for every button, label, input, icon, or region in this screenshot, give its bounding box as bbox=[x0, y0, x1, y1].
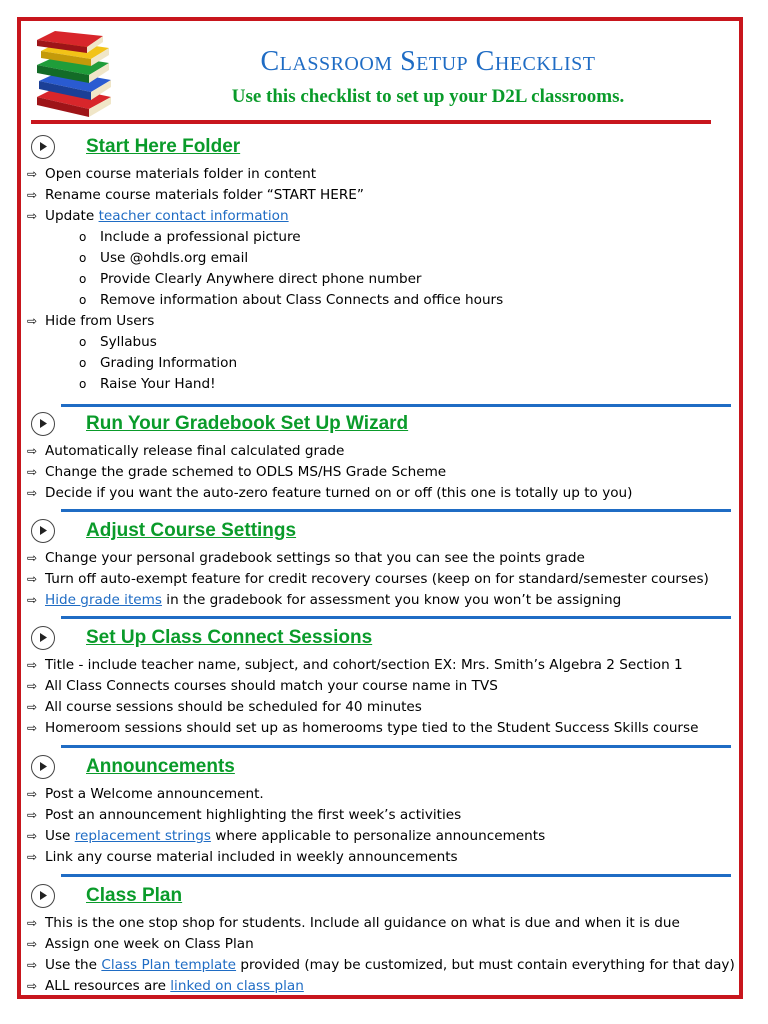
circle-bullet-icon: o bbox=[79, 272, 87, 286]
header-divider bbox=[31, 120, 711, 124]
subitem-text: Grading Information bbox=[100, 355, 238, 371]
item-text: Assign one week on Class Plan bbox=[45, 936, 254, 952]
checklist-items bbox=[27, 164, 727, 395]
item-text: Open course materials folder in content bbox=[45, 166, 317, 182]
section-heading: Adjust Course Settings bbox=[86, 520, 297, 541]
arrow-right-icon: ⇨ bbox=[27, 314, 38, 328]
arrow-right-icon: ⇨ bbox=[27, 958, 38, 972]
arrow-right-icon: ⇨ bbox=[27, 444, 38, 458]
checklist-item bbox=[27, 976, 727, 997]
item-text: Change your personal gradebook settings so that you can see the points grade bbox=[45, 550, 585, 566]
section-5 bbox=[27, 754, 727, 868]
section-header bbox=[27, 625, 727, 655]
item-text: Use the bbox=[45, 957, 102, 973]
books-stack-icon bbox=[31, 31, 117, 121]
checklist-subitem bbox=[27, 353, 727, 374]
section-2 bbox=[27, 411, 727, 504]
checklist-item bbox=[27, 206, 727, 227]
section-heading: Class Plan bbox=[86, 885, 183, 906]
arrow-right-icon: ⇨ bbox=[27, 551, 38, 565]
play-circle-icon bbox=[31, 755, 55, 779]
checklist-subitem bbox=[27, 374, 727, 395]
subitem-text: Provide Clearly Anywhere direct phone number bbox=[100, 271, 422, 287]
section-divider bbox=[61, 745, 731, 748]
item-link[interactable]: Class Plan template bbox=[101, 957, 237, 973]
checklist-item bbox=[27, 483, 727, 504]
item-text: where applicable to personalize announcements bbox=[210, 828, 546, 844]
item-text: Post a Welcome announcement. bbox=[45, 786, 264, 802]
section-header bbox=[27, 883, 727, 913]
arrow-right-icon: ⇨ bbox=[27, 658, 38, 672]
arrow-right-icon: ⇨ bbox=[27, 209, 38, 223]
subitem-text: Include a professional picture bbox=[100, 229, 301, 245]
item-link[interactable]: replacement strings bbox=[74, 828, 211, 844]
item-text: Turn off auto-exempt feature for credit recovery courses (keep on for standard/semester courses) bbox=[45, 571, 709, 587]
arrow-right-icon: ⇨ bbox=[27, 787, 38, 801]
item-text: Update bbox=[45, 208, 99, 224]
section-1 bbox=[27, 134, 727, 395]
circle-bullet-icon: o bbox=[79, 230, 87, 244]
circle-bullet-icon: o bbox=[79, 251, 87, 265]
section-divider bbox=[61, 874, 731, 877]
circle-bullet-icon: o bbox=[79, 335, 87, 349]
section-heading: Start Here Folder bbox=[86, 136, 241, 157]
checklist-item bbox=[27, 784, 727, 805]
item-text: in the gradebook for assessment you know you won’t be assigning bbox=[161, 592, 622, 608]
checklist-item bbox=[27, 441, 727, 462]
item-link[interactable]: teacher contact information bbox=[98, 208, 289, 224]
subitem-text: Use @ohdls.org email bbox=[100, 250, 249, 266]
arrow-right-icon: ⇨ bbox=[27, 167, 38, 181]
section-4 bbox=[27, 625, 727, 739]
item-text: Rename course materials folder “START HERE” bbox=[45, 187, 364, 203]
section-header bbox=[27, 518, 727, 548]
checklist-item bbox=[27, 826, 727, 847]
item-text: All course sessions should be scheduled for 40 minutes bbox=[45, 699, 422, 715]
checklist-items bbox=[27, 548, 727, 611]
checklist-items bbox=[27, 913, 735, 997]
checklist-item bbox=[27, 805, 727, 826]
checklist-item bbox=[27, 311, 727, 332]
checklist-subitem bbox=[27, 269, 727, 290]
arrow-right-icon: ⇨ bbox=[27, 808, 38, 822]
play-circle-icon bbox=[31, 626, 55, 650]
item-link[interactable]: linked on class plan bbox=[170, 978, 304, 994]
checklist-items bbox=[27, 784, 727, 868]
section-3 bbox=[27, 518, 727, 611]
arrow-right-icon: ⇨ bbox=[27, 700, 38, 714]
section-divider bbox=[61, 404, 731, 407]
checklist-item bbox=[27, 697, 727, 718]
circle-bullet-icon: o bbox=[79, 293, 87, 307]
checklist-subitem bbox=[27, 248, 727, 269]
arrow-right-icon: ⇨ bbox=[27, 486, 38, 500]
item-link[interactable]: Hide grade items bbox=[45, 592, 162, 608]
checklist-item bbox=[27, 847, 727, 868]
arrow-right-icon: ⇨ bbox=[27, 721, 38, 735]
item-text: Link any course material included in weekly announcements bbox=[45, 849, 458, 865]
checklist-item bbox=[27, 913, 727, 934]
item-text: Homeroom sessions should set up as homerooms type tied to the Student Success Skills course bbox=[45, 720, 699, 736]
checklist-item bbox=[27, 548, 727, 569]
play-circle-icon bbox=[31, 884, 55, 908]
section-heading: Run Your Gradebook Set Up Wizard bbox=[86, 413, 409, 434]
subitem-text: Raise Your Hand! bbox=[100, 376, 216, 392]
item-text: Post an announcement highlighting the first week’s activities bbox=[45, 807, 462, 823]
circle-bullet-icon: o bbox=[79, 377, 87, 391]
arrow-right-icon: ⇨ bbox=[27, 572, 38, 586]
checklist-item bbox=[27, 655, 727, 676]
arrow-right-icon: ⇨ bbox=[27, 979, 38, 993]
section-divider bbox=[61, 616, 731, 619]
subitem-text: Syllabus bbox=[100, 334, 157, 350]
arrow-right-icon: ⇨ bbox=[27, 679, 38, 693]
section-header bbox=[27, 134, 727, 164]
item-text: All Class Connects courses should match your course name in TVS bbox=[45, 678, 498, 694]
section-6 bbox=[27, 883, 735, 997]
checklist-item bbox=[27, 934, 727, 955]
item-text: ALL resources are bbox=[45, 978, 171, 994]
checklist-subitem bbox=[27, 290, 727, 311]
page-subtitle: Use this checklist to set up your D2L classrooms. bbox=[231, 86, 625, 107]
checklist-subitem bbox=[27, 227, 727, 248]
item-text: Change the grade schemed to ODLS MS/HS Grade Scheme bbox=[45, 464, 447, 480]
item-text: Decide if you want the auto-zero feature turned on or off (this one is totally up to you) bbox=[45, 485, 633, 501]
circle-bullet-icon: o bbox=[79, 356, 87, 370]
item-text: Hide from Users bbox=[45, 313, 155, 329]
section-divider bbox=[61, 509, 731, 512]
arrow-right-icon: ⇨ bbox=[27, 850, 38, 864]
checklist-items bbox=[27, 441, 727, 504]
checklist-item bbox=[27, 676, 727, 697]
arrow-right-icon: ⇨ bbox=[27, 593, 38, 607]
item-text: Automatically release final calculated grade bbox=[45, 443, 345, 459]
checklist-item bbox=[27, 462, 727, 483]
subitem-text: Remove information about Class Connects and office hours bbox=[100, 292, 504, 308]
play-circle-icon bbox=[31, 135, 55, 159]
play-circle-icon bbox=[31, 412, 55, 436]
section-heading: Announcements bbox=[86, 756, 235, 777]
section-header bbox=[27, 754, 727, 784]
arrow-right-icon: ⇨ bbox=[27, 465, 38, 479]
page-title: Classroom Setup Checklist bbox=[260, 46, 596, 77]
item-text: Title - include teacher name, subject, and cohort/section EX: Mrs. Smith’s Algebra 2 Section 1 bbox=[45, 657, 683, 673]
checklist-subitem bbox=[27, 332, 727, 353]
arrow-right-icon: ⇨ bbox=[27, 937, 38, 951]
checklist-item bbox=[27, 718, 727, 739]
checklist-item bbox=[27, 164, 727, 185]
header bbox=[21, 21, 739, 131]
checklist-page bbox=[17, 17, 743, 999]
checklist-item bbox=[27, 185, 727, 206]
item-text: Use bbox=[45, 828, 75, 844]
section-heading: Set Up Class Connect Sessions bbox=[86, 627, 373, 648]
play-circle-icon bbox=[31, 519, 55, 543]
section-header bbox=[27, 411, 727, 441]
arrow-right-icon: ⇨ bbox=[27, 829, 38, 843]
checklist-items bbox=[27, 655, 727, 739]
item-text: provided (may be customized, but must contain everything for that day) bbox=[236, 957, 735, 973]
checklist-item bbox=[27, 955, 735, 976]
checklist-item bbox=[27, 590, 727, 611]
arrow-right-icon: ⇨ bbox=[27, 188, 38, 202]
checklist-item bbox=[27, 569, 727, 590]
item-text: This is the one stop shop for students. Include all guidance on what is due and when it is due bbox=[45, 915, 680, 931]
arrow-right-icon: ⇨ bbox=[27, 916, 38, 930]
